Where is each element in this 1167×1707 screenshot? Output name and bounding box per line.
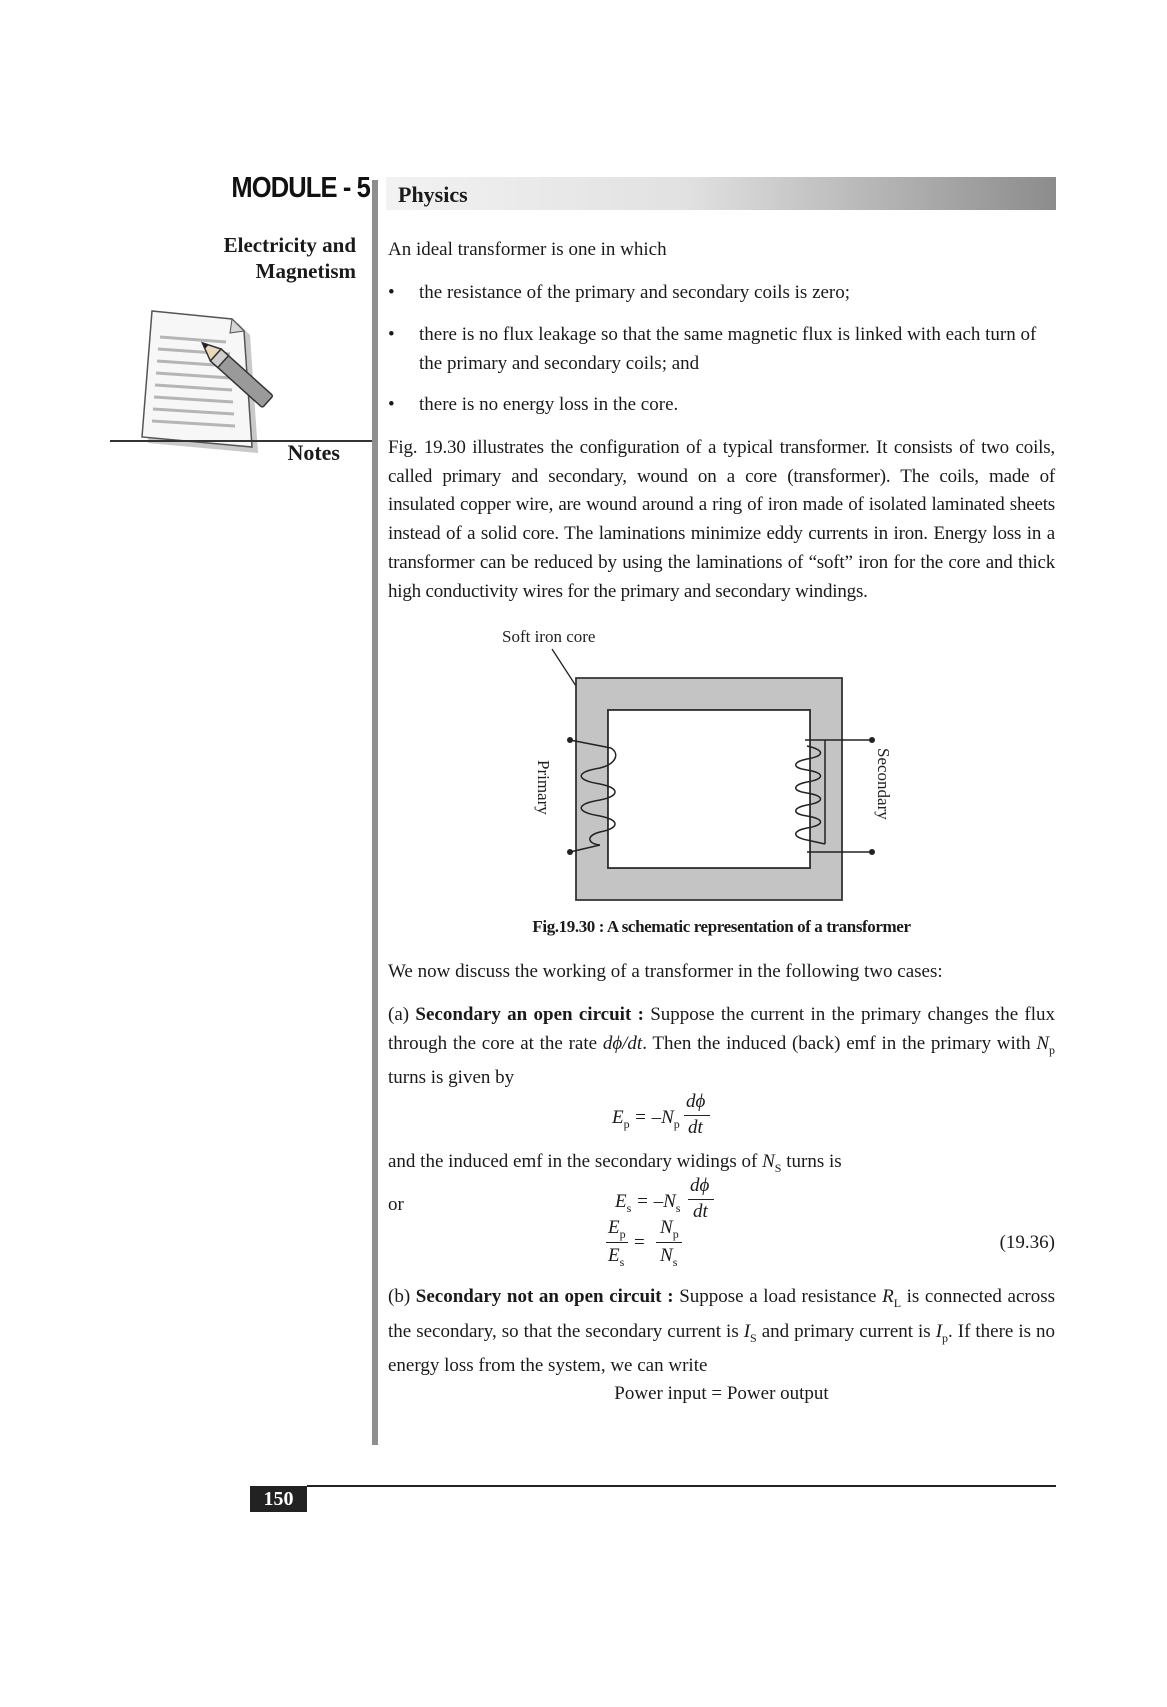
case-b-paragraph <box>388 1283 1055 1381</box>
case-b-heading: Secondary not an open circuit : <box>415 1286 674 1307</box>
subject-area <box>200 232 356 284</box>
transformer-figure <box>480 622 940 902</box>
case-b-r: R <box>882 1286 894 1307</box>
margin-divider <box>372 180 378 1445</box>
or-label: or <box>388 1194 404 1215</box>
eq-r-p-top: p <box>619 1226 626 1241</box>
case-b-is-sub: S <box>750 1330 757 1345</box>
eq-r-e-top: E <box>608 1217 620 1238</box>
sec-intro-ns-sub: S <box>774 1160 782 1175</box>
case-a-np-sub: p <box>1049 1042 1056 1057</box>
header-title: Physics <box>398 182 468 207</box>
case-a-np: N <box>1036 1032 1050 1054</box>
bullet-text: there is no flux leakage so that the same magnetic flux is linked with each turn of the primary and secondary coils; and <box>419 324 1037 374</box>
config-paragraph: Fig. 19.30 illustrates the configuration of a typical transformer. It consists of two coils, called primary and secondary, wound on a core (transformer). The coils, made of insulated copper wire, are wound around a ring of iron made of isolated laminated sheets instead of a solid core. The laminations minimize eddy currents in iron. Energy loss in a transformer can be reduced by using the laminations of “soft” iron for the core and thick high conductivity wires for the primary and secondary windings. <box>388 437 1055 602</box>
eq-s-fraction-bar <box>688 1199 714 1200</box>
eq-r-s-bottom: s <box>619 1254 625 1269</box>
eq-r-ns-sub: s <box>672 1254 678 1269</box>
case-a-paragraph <box>388 1001 1055 1093</box>
eq-r-fraction-bar-right <box>656 1242 682 1243</box>
case-a-heading: Secondary an open circuit : <box>415 1004 644 1025</box>
eq-p-fraction-bar <box>684 1115 710 1116</box>
page-number: 150 <box>250 1486 307 1512</box>
module-label: MODULE - 5 <box>231 172 370 204</box>
eq-p-eq: = –N <box>634 1107 674 1128</box>
bullet-dot: • <box>388 282 395 303</box>
notes-pencil-icon <box>138 305 288 455</box>
equation-number: (19.36) <box>999 1232 1055 1253</box>
intro-text: An ideal transformer is one in which <box>388 239 667 260</box>
eq-s-n-sub: s <box>675 1200 681 1215</box>
eq-s-lhs: E <box>615 1191 627 1212</box>
case-b-text-4: . If there is no energy loss from the system, we can write <box>388 1320 1055 1376</box>
bullet-dot: • <box>388 324 395 345</box>
eq-r-fraction-bar-left <box>606 1242 628 1243</box>
eq-p-lhs: E <box>612 1107 624 1128</box>
bullet-text: the resistance of the primary and secondary coils is zero; <box>419 282 851 303</box>
case-b-prefix: (b) <box>388 1286 411 1307</box>
bullet-text: there is no energy loss in the core. <box>419 394 679 415</box>
eq-p-n-sub: p <box>673 1116 680 1131</box>
primary-terminal-top <box>567 737 573 743</box>
case-b-ip-sub: p <box>942 1330 949 1345</box>
eq-p-num: dϕ <box>686 1091 706 1112</box>
secondary-terminal-bottom <box>869 849 875 855</box>
primary-terminal-bottom <box>567 849 573 855</box>
case-a-text-3: turns is given by <box>388 1067 515 1089</box>
header-bar <box>386 177 1056 210</box>
eq-p-lhs-sub: p <box>623 1116 630 1131</box>
eq-p-den: dt <box>688 1117 703 1138</box>
eq-r-n-top: N <box>660 1217 673 1238</box>
sec-intro-text-1: and the induced emf in the secondary widings of <box>388 1151 758 1172</box>
case-a-rate: dϕ/dt <box>602 1032 643 1054</box>
case-b-text-1: Suppose a load resistance <box>679 1286 877 1307</box>
figure-caption: Fig.19.30 : A schematic representation of a transformer <box>532 917 911 936</box>
case-a-text-2: . Then the induced (back) emf in the primary with <box>642 1032 1031 1054</box>
case-b-ip: I <box>935 1320 943 1342</box>
sec-intro-ns: N <box>762 1151 775 1172</box>
sec-intro-text-2: turns is <box>786 1151 842 1172</box>
eq-s-lhs-sub: s <box>626 1200 632 1215</box>
secondary-label: Secondary <box>874 748 893 820</box>
eq-r-np-sub: p <box>672 1226 679 1241</box>
case-b-is: I <box>743 1320 751 1342</box>
eq-r-equals: = <box>634 1232 645 1253</box>
case-a-text-1: Suppose the current in the primary changes the flux through the core at the rate <box>388 1004 1056 1054</box>
eq-r-n-bottom: N <box>660 1245 673 1266</box>
eq-s-eq: = –N <box>636 1191 676 1212</box>
case-a-prefix: (a) <box>388 1004 410 1025</box>
bullet-dot: • <box>388 394 395 415</box>
subject-area-line1: Electricity and <box>223 233 356 257</box>
subject-area-line2: Magnetism <box>255 259 356 283</box>
eq-s-den: dt <box>693 1201 708 1222</box>
core-label: Soft iron core <box>502 627 596 646</box>
footer-rule <box>307 1485 1056 1487</box>
eq-r-e-bottom: E <box>608 1245 620 1266</box>
secondary-terminal-top <box>869 737 875 743</box>
primary-label: Primary <box>534 760 553 815</box>
core-leader-line <box>552 649 576 686</box>
eq-s-num: dϕ <box>690 1175 710 1196</box>
core-window <box>608 710 810 868</box>
notes-label: Notes <box>287 440 340 465</box>
power-equation: Power input = Power output <box>614 1383 829 1404</box>
secondary-intro <box>388 1148 1055 1183</box>
case-b-text-2: is connected across the secondary, so that the secondary current is <box>388 1286 1056 1342</box>
case-b-text-3: and primary current is <box>761 1320 931 1342</box>
cases-intro: We now discuss the working of a transformer in the following two cases: <box>388 961 943 982</box>
case-b-r-sub: L <box>893 1295 902 1310</box>
